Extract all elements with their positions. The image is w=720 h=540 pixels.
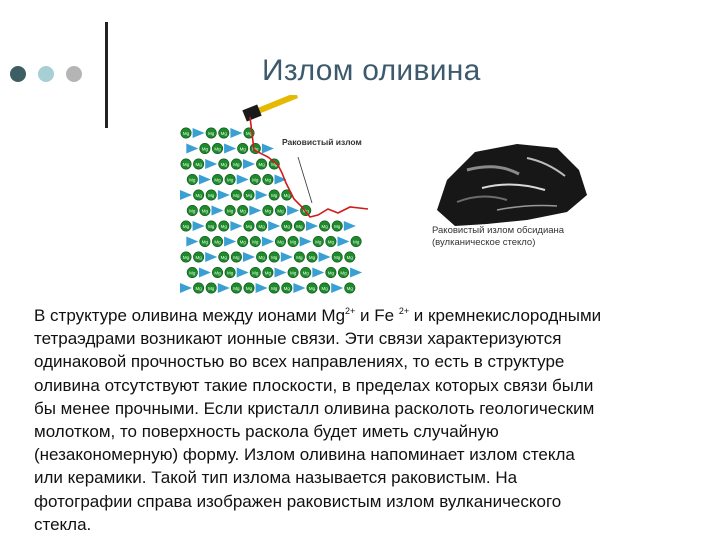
mg-atom-label: Mg	[252, 177, 259, 183]
mg-atom-label: Mg	[245, 130, 253, 136]
mg-atom-label: Mg	[302, 208, 309, 214]
mg-atom-label: Mg	[239, 239, 246, 245]
mg-atom-label: Mg	[189, 270, 196, 276]
mg-atom-label: Mg	[208, 192, 215, 198]
silica-tetrahedron	[230, 128, 242, 138]
obsidian-photo	[427, 140, 592, 238]
mg-atom-label: Mg	[226, 270, 234, 276]
mg-atom-label: Mg	[283, 192, 290, 198]
mg-atom-label: Mg	[321, 223, 328, 229]
body-line: или керамики. Такой тип излома называется раковистым. На	[34, 468, 518, 488]
silica-tetrahedron	[293, 283, 305, 293]
mg-atom-label: Mg	[233, 161, 240, 167]
mg-atom-label: Mg	[195, 254, 202, 260]
mg-atom-label: Mg	[334, 223, 341, 229]
silica-tetrahedron	[180, 190, 192, 200]
dot-dark	[10, 66, 26, 82]
silica-tetrahedron	[256, 190, 268, 200]
silica-tetrahedron	[230, 221, 242, 231]
mg-atom-label: Mg	[182, 130, 190, 136]
mg-atom-label: Mg	[214, 270, 221, 276]
mg-atom-label: Mg	[271, 254, 278, 260]
mg-atom-label: Mg	[252, 239, 259, 245]
mg-atom-label: Mg	[252, 146, 259, 152]
silica-tetrahedron	[193, 128, 205, 138]
silica-tetrahedron	[199, 175, 211, 185]
body-line: В структуре оливина между ионами $Mg^{2+}$ и Fe $^{2+}$ и кремнекислородными	[34, 306, 602, 325]
mg-atom-label: Mg	[264, 270, 272, 276]
body-line: стекла.	[34, 514, 92, 534]
silica-tetrahedron	[300, 237, 312, 247]
mg-atom-label: Mg	[277, 239, 284, 245]
silica-tetrahedron	[306, 221, 318, 231]
mg-atom-label: Mg	[208, 223, 215, 229]
silica-tetrahedron	[186, 237, 198, 247]
mg-atom-label: Mg	[258, 254, 265, 260]
mg-atom-label: Mg	[315, 239, 322, 245]
mg-atom-label: Mg	[334, 254, 341, 260]
dot-light	[38, 66, 54, 82]
mg-atom-label: Mg	[302, 270, 309, 276]
mg-atom-label: Mg	[195, 192, 202, 198]
body-line: фотографии справа изображен раковистым излом вулканического	[34, 491, 562, 511]
mg-atom-label: Mg	[226, 208, 234, 214]
mg-atom-label: Mg	[195, 161, 202, 167]
mg-atom-label: Mg	[214, 177, 221, 183]
silica-tetrahedron	[199, 268, 211, 278]
silica-tetrahedron	[205, 252, 217, 262]
mg-atom-label: Mg	[220, 161, 227, 167]
silica-tetrahedron	[205, 159, 217, 169]
mg-atom-label: Mg	[214, 146, 221, 152]
mg-atom-label: Mg	[182, 254, 190, 260]
mg-atom-label: Mg	[239, 208, 246, 214]
mg-atom-label: Mg	[308, 254, 316, 260]
silica-tetrahedron	[186, 144, 198, 154]
mg-atom-label: Mg	[327, 270, 335, 276]
photo-caption	[432, 225, 632, 249]
mg-atom-label: Mg	[321, 285, 328, 291]
mg-atom-label: Mg	[239, 146, 246, 152]
mg-atom-label: Mg	[233, 192, 240, 198]
mg-atom-label: Mg	[208, 285, 215, 291]
body-text	[34, 300, 710, 536]
mg-atom-label: Mg	[182, 161, 190, 167]
silica-tetrahedron	[350, 268, 362, 278]
body-line: молотком, то поверхность раскола будет иметь случайную	[34, 422, 499, 442]
page-title: Излом оливина	[262, 54, 481, 87]
silica-tetrahedron	[224, 237, 236, 247]
silica-tetrahedron	[243, 252, 255, 262]
mg-atom-label: Mg	[296, 254, 303, 260]
mg-atom-label: Mg	[201, 208, 209, 214]
body-line: (незакономерную) форму. Излом оливина напоминает излом стекла	[34, 445, 575, 465]
silica-tetrahedron	[312, 268, 324, 278]
mg-atom-label: Mg	[289, 239, 297, 245]
bullet-dots	[10, 66, 82, 82]
body-line: бы менее прочными. Если кристалл оливина расколоть геологическим	[34, 398, 595, 418]
silica-tetrahedron	[262, 237, 274, 247]
mg-atom-label: Mg	[271, 192, 278, 198]
fracture-label: Раковистый излом	[282, 137, 362, 147]
mg-atom-label: Mg	[346, 285, 353, 291]
mg-atom-label: Mg	[346, 254, 353, 260]
mg-atom-label: Mg	[264, 208, 272, 214]
mg-atom-label: Mg	[289, 270, 297, 276]
silica-tetrahedron	[180, 283, 192, 293]
silica-tetrahedron	[281, 252, 293, 262]
fracture-line	[250, 117, 368, 217]
mg-atom-label: Mg	[258, 223, 265, 229]
silica-tetrahedron	[275, 268, 287, 278]
silica-tetrahedron	[338, 237, 350, 247]
mg-atom-label: Mg	[182, 223, 190, 229]
mg-atom-label: Mg	[252, 270, 259, 276]
mg-atom-label: Mg	[245, 285, 253, 291]
silica-tetrahedron	[193, 221, 205, 231]
mg-atom-label: Mg	[283, 223, 290, 229]
silica-tetrahedron	[218, 283, 230, 293]
caption-line-1: Раковистый излом обсидиана	[432, 225, 565, 236]
body-line: тетраэдрами возникают ионные связи. Эти связи характеризуются	[34, 329, 562, 349]
mg-atom-label: Mg	[226, 177, 234, 183]
mg-atom-label: Mg	[271, 161, 278, 167]
silica-tetrahedron	[218, 190, 230, 200]
mg-atom-label: Mg	[340, 270, 347, 276]
dot-gray	[66, 66, 82, 82]
silica-tetrahedron	[212, 206, 224, 216]
mg-atom-label: Mg	[296, 223, 303, 229]
silica-tetrahedron	[331, 283, 343, 293]
mg-atom-label: Mg	[352, 239, 360, 245]
mg-atom-label: Mg	[214, 239, 221, 245]
olivine-structure-diagram	[170, 95, 370, 295]
silica-tetrahedron	[224, 144, 236, 154]
mg-atom-label: Mg	[189, 208, 196, 214]
body-line: оливина отсутствуют такие плоскости, в пределах которых связи были	[34, 375, 594, 395]
mg-atom-label: Mg	[189, 177, 196, 183]
mg-atom-label: Mg	[258, 161, 265, 167]
mg-atom-label: Mg	[245, 192, 253, 198]
silica-tetrahedron	[243, 159, 255, 169]
silica-tetrahedron	[287, 206, 299, 216]
mg-atom-label: Mg	[220, 130, 227, 136]
mg-atom-label: Mg	[195, 285, 202, 291]
mg-atom-label: Mg	[220, 223, 227, 229]
silica-tetrahedron	[344, 221, 356, 231]
mg-atom-label: Mg	[271, 285, 278, 291]
silica-tetrahedron	[319, 252, 331, 262]
mg-atom-label: Mg	[220, 254, 227, 260]
atom-grid	[180, 128, 362, 293]
silica-tetrahedron	[262, 144, 274, 154]
label-pointer	[298, 157, 312, 203]
mg-atom-label: Mg	[327, 239, 335, 245]
mg-atom-label: Mg	[308, 285, 316, 291]
caption-line-2: (вулканическое стекло)	[432, 237, 536, 248]
mg-atom-label: Mg	[283, 285, 290, 291]
mg-atom-label: Mg	[245, 223, 253, 229]
mg-atom-label: Mg	[277, 208, 284, 214]
silica-tetrahedron	[268, 221, 280, 231]
mg-atom-label: Mg	[201, 239, 209, 245]
silica-tetrahedron	[237, 175, 249, 185]
body-line: одинаковой прочностью во всех направлениях, то есть в структуре	[34, 352, 565, 372]
mg-atom-label: Mg	[233, 285, 240, 291]
silica-tetrahedron	[256, 283, 268, 293]
mg-atom-label: Mg	[208, 130, 215, 136]
title-divider	[105, 22, 108, 128]
silica-tetrahedron	[237, 268, 249, 278]
mg-atom-label: Mg	[233, 254, 240, 260]
mg-atom-label: Mg	[201, 146, 209, 152]
silica-tetrahedron	[249, 206, 261, 216]
mg-atom-label: Mg	[264, 177, 272, 183]
